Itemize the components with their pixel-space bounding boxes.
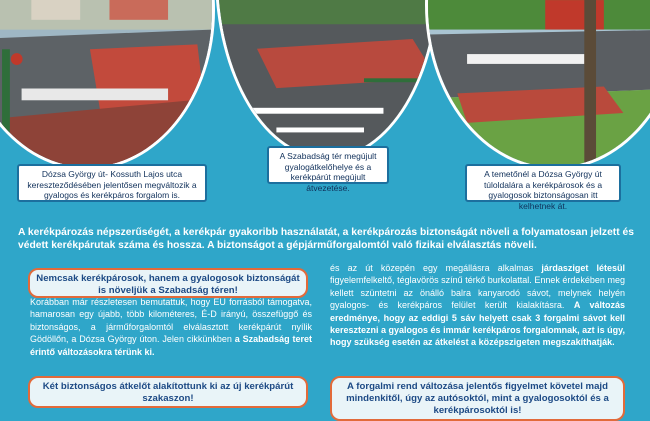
left-bold-text: a Szabadság teret érintő változásokra térünk ki.: [30, 334, 312, 357]
left-text: Korábban már részletesen bemutattuk, hogy EU forrásból támogatva, hamarosan egy újabb, több kilométeres, É-D irányú, összefüggő és biztonságos, a járműforgalomtól elválasztott kerékpárút nyílik Gödöllőn, a Dózsa György úton. Jelen cikkünkben: [30, 297, 312, 345]
cemetery-crossing-photo: [425, 0, 650, 170]
right-paragraph: [330, 262, 625, 349]
highlight-traffic-change: A forgalmi rend változása jelentős figyelmet követel majd mindenkitől, úgy az autósoktól, mint a gyalogosoktól és a kerékpárosoktól is!: [330, 376, 625, 421]
photo-caption-cemetery: A temetőnél a Dózsa György út túloldalára a kerékpárosok és a gyalogosok biztonságosan itt kelhetnek át.: [465, 164, 621, 202]
intersection-photo: [0, 0, 215, 170]
right-column: [330, 262, 625, 349]
photo-caption-square: A Szabadság tér megújult gyalogátkelőhelye és a kerékpárút megújult átvezetése.: [267, 146, 389, 184]
right-bold-1: járdasziget létesül: [541, 263, 625, 273]
right-text-1: és az út közepén egy megállásra alkalmas: [330, 263, 542, 273]
highlight-pedestrian-safety: Nemcsak kerékpárosok, hanem a gyalogosok biztonságát is növeljük a Szabadság téren!: [28, 268, 308, 298]
left-column: [30, 296, 312, 358]
square-crossing-photo: [215, 0, 440, 160]
photo-caption-intersection: Dózsa György út- Kossuth Lajos utca kereszteződésében jelentősen megváltozik a gyalogos és kerékpáros forgalom is.: [17, 164, 207, 202]
highlight-two-crossings: Két biztonságos átkelőt alakítottunk ki az új kerékpárút szakaszon!: [28, 376, 308, 408]
right-text-2: figyelemfelkeltő, téglavörös színű térkő burkolattal. Ennek érdekében meg kellett szüntetni az önálló balra kanyarodó sávot, melynek helyén gyalogos- és kerékpáros felület került kialakításra.: [330, 275, 625, 311]
left-paragraph: [30, 296, 312, 358]
right-bold-2: A változás eredménye, hogy az eddigi 5 sáv helyett csak 3 forgalmi sávot kell keresztezni a gyalogos és immár kerékpáros forgalomnak, azt is úgy, hogy szükség esetén az átkelést a középszigeten megszakíthatják.: [330, 300, 625, 348]
intro-paragraph: A kerékpározás népszerűségét, a kerékpár gyakoribb használatát, a kerékpározás biztonságát növeli a folyamatosan jelzett és védett kerékpárutak száma és hossza. A biztonságot a gépjárműforgalomtól való fizikai elválasztás növeli.: [18, 227, 634, 251]
